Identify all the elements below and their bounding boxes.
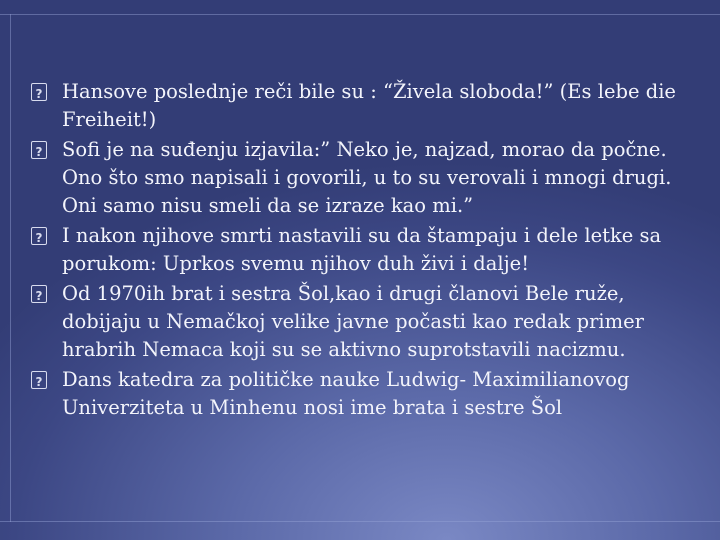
decorative-top-rule bbox=[0, 14, 720, 15]
missing-glyph-bullet-icon bbox=[31, 141, 47, 159]
bullet-item bbox=[30, 222, 690, 278]
slide-body bbox=[30, 78, 690, 424]
decorative-left-rule bbox=[10, 14, 11, 522]
missing-glyph-bullet-icon bbox=[31, 371, 47, 389]
bullet-text: I nakon njihove smrti nastavili su da štampaju i dele letke sa porukom: Uprkos svemu njihov duh živi i dalje! bbox=[62, 224, 662, 275]
bullet-item bbox=[30, 136, 690, 220]
bullet-item bbox=[30, 366, 690, 422]
missing-glyph-bullet-icon bbox=[31, 285, 47, 303]
missing-glyph-bullet-icon bbox=[31, 227, 47, 245]
bullet-item bbox=[30, 78, 690, 134]
decorative-bottom-rule bbox=[0, 521, 720, 522]
missing-glyph-bullet-icon bbox=[31, 83, 47, 101]
bullet-text: Hansove poslednje reči bile su : “Živela sloboda!” (Es lebe die Freiheit!) bbox=[62, 80, 676, 131]
bullet-text: Od 1970ih brat i sestra Šol,kao i drugi članovi Bele ruže, dobijaju u Nemačkoj velike javne počasti kao redak primer hrabrih Nemaca koji su se aktivno suprotstavili nacizmu. bbox=[62, 282, 644, 361]
bullet-text: Sofi je na suđenju izjavila:” Neko je, najzad, morao da počne. Ono što smo napisali i govorili, u to su verovali i mnogi drugi. Oni samo nisu smeli da se izraze kao mi.” bbox=[62, 138, 672, 217]
bullet-item bbox=[30, 280, 690, 364]
bullet-text: Dans katedra za političke nauke Ludwig- Maximilianovog Univerziteta u Minhenu nosi ime brata i sestre Šol bbox=[62, 368, 630, 419]
